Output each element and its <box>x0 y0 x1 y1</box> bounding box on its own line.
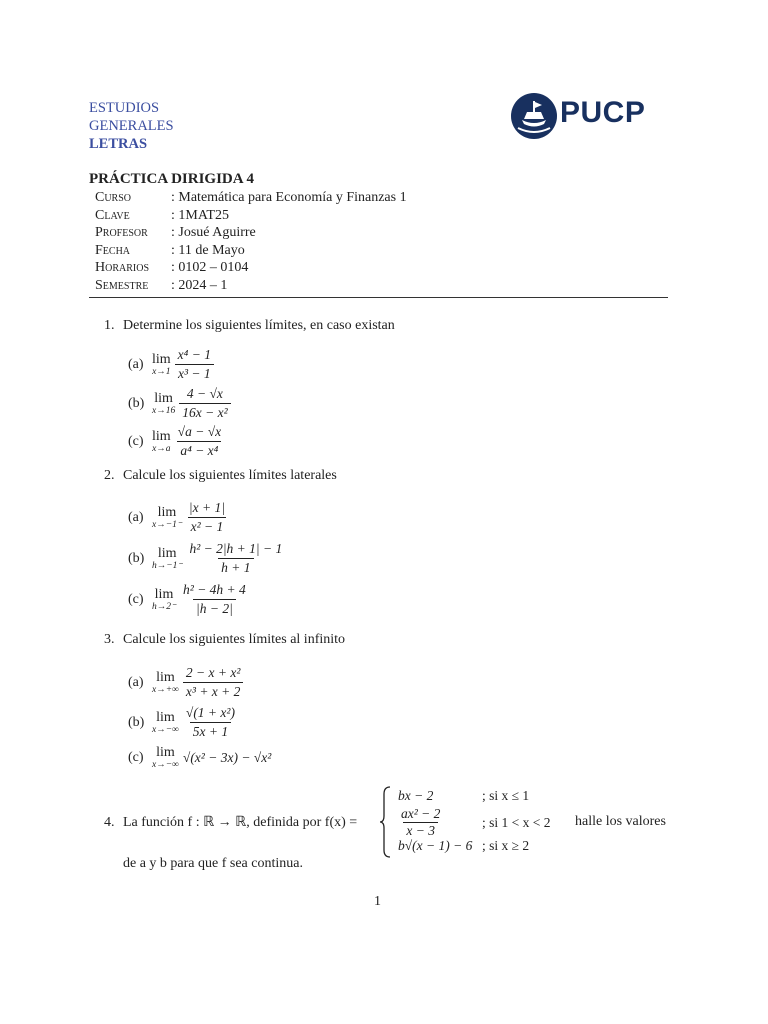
pucp-logo <box>508 88 658 144</box>
pucp-seal-icon <box>510 92 558 140</box>
piece-1-cond: ; si x ≤ 1 <box>482 788 530 803</box>
item-3a: (a) lim x→+∞ $\frac{\text{2 − x + x²}}{\text{x³ + x + 2}}$ <box>128 665 243 700</box>
info-row-fecha: Fecha : 11 de Mayo <box>95 242 245 258</box>
item-2c: (c) lim h→2⁻ $\frac{\text{h² − 4h + 4}}{|h - 2|}$ <box>128 582 246 616</box>
info-row-semestre: Semestre : 2024 – 1 <box>95 277 228 293</box>
institution-header <box>89 99 174 153</box>
question-3: 3. Calcule los siguientes límites al infinito <box>104 632 346 647</box>
piece-2-cond: ; si 1 < x < 2 <box>482 815 551 830</box>
item-3b: (b) lim x→−∞ $\frac{\text{√(1 + x²)}}{5x + 1}$ <box>128 705 235 739</box>
question-1: 1. Determine los siguientes límites, en caso existan <box>104 318 395 333</box>
piece-3-expr: b√(x − 1) − 6 <box>398 838 473 853</box>
item-2b: (b) lim h→−1⁻ $\frac{\text{h² − 2|h + 1| − 1}}{h + 1}$ <box>128 541 283 575</box>
header-line-estudios: ESTUDIOS <box>89 100 160 116</box>
course-info <box>95 189 407 295</box>
header-divider <box>89 297 668 298</box>
piece-2-frac: $\frac{\text{ax² − 2}}{x - 3}$ <box>401 806 441 838</box>
question-2: 2. Calcule los siguientes límites laterales <box>104 468 337 483</box>
left-brace-icon <box>380 786 392 858</box>
info-row-curso: Curso : Matemática para Economía y Finanzas 1 <box>95 190 407 205</box>
header-line-letras: LETRAS <box>89 136 148 152</box>
info-row-profesor: Profesor : Josué Aguirre <box>95 225 256 241</box>
item-2a: (a) lim x→−1⁻ $\frac{|x + 1|}{\text{x² − 1}}$ <box>128 500 225 534</box>
info-row-horarios: Horarios : 0102 – 0104 <box>95 260 249 276</box>
header-line-generales: GENERALES <box>89 118 174 134</box>
page-number: 1 <box>374 894 381 909</box>
item-3c: (c) lim x→−∞ √(x² − 3x) − √x² <box>128 745 272 770</box>
item-1c: (c) lim x→a $\frac{√a - √x}{\text{a⁴ − x⁴}}$ <box>128 424 222 458</box>
piece-1-expr: bx − 2 <box>398 788 434 803</box>
page-title: PRÁCTICA DIRIGIDA 4 <box>89 171 255 187</box>
item-1b: (b) lim x→16 $\frac{4 - √x}{\text{16x − x²}}$ <box>128 386 231 421</box>
logo-text: PUCP <box>560 96 646 129</box>
item-1a: (a) lim x→1 $\frac{\text{x⁴ − 1}}{\text{x³ − 1}}$ <box>128 347 214 382</box>
info-row-clave: Clave : 1MAT25 <box>95 207 229 223</box>
piece-3-cond: ; si x ≥ 2 <box>482 838 530 853</box>
